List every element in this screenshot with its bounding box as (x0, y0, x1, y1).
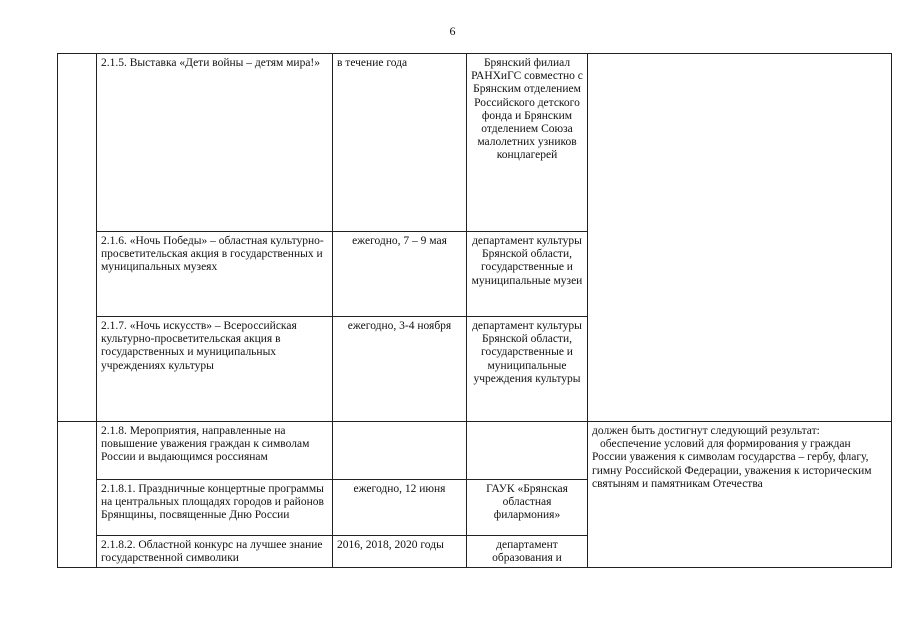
result-cell-empty (588, 54, 892, 422)
term-cell: ежегодно, 7 – 9 мая (333, 232, 467, 317)
executor-cell: ГАУК «Брянская областная филармония» (467, 480, 588, 536)
term-cell (333, 422, 467, 480)
result-cell (588, 422, 892, 568)
event-cell: 2.1.8. Мероприятия, направленные на повышение уважения граждан к символам России и выдающимся россиянам (97, 422, 333, 480)
event-cell: 2.1.5. Выставка «Дети войны – детям мира!» (97, 54, 333, 232)
events-table (57, 53, 892, 568)
row-number-cell (58, 422, 97, 568)
executor-cell: департамент культуры Брянской области, государственные и муниципальные музеи (467, 232, 588, 317)
event-cell: 2.1.8.1. Праздничные концертные программы на центральных площадях городов и районов Брянщины, посвященные Дню России (97, 480, 333, 536)
row-number-cell (58, 54, 97, 422)
event-cell: 2.1.7. «Ночь искусств» – Всероссийская культурно-просветительская акция в государственных и муниципальных учреждениях культуры (97, 317, 333, 422)
event-cell: 2.1.6. «Ночь Победы» – областная культурно-просветительская акция в государственных и муниципальных музеях (97, 232, 333, 317)
executor-cell (467, 422, 588, 480)
term-cell: в течение года (333, 54, 467, 232)
page-number: 6 (449, 24, 456, 38)
executor-cell: департамент культуры Брянской области, государственные и муниципальные учреждения культуры (467, 317, 588, 422)
executor-cell: Брянский филиал РАНХиГС совместно с Брянским отделением Российского детского фонда и Брянским отделением Союза малолетних узников концлагерей (467, 54, 588, 232)
result-description: обеспечение условий для формирования у граждан России уважения к символам государства – гербу, флагу, гимну Российской Федерации, уважения к историческим святыням и памятникам Отечества (592, 438, 872, 490)
term-cell: ежегодно, 12 июня (333, 480, 467, 536)
event-cell: 2.1.8.2. Областной конкурс на лучшее знание государственной символики (97, 536, 333, 568)
executor-cell: департамент образования и (467, 536, 588, 568)
table-row (58, 54, 892, 232)
term-cell: ежегодно, 3-4 ноября (333, 317, 467, 422)
result-intro: должен быть достигнут следующий результат: (592, 425, 820, 437)
term-cell: 2016, 2018, 2020 годы (333, 536, 467, 568)
result-text (592, 425, 887, 491)
table-row (58, 422, 892, 480)
